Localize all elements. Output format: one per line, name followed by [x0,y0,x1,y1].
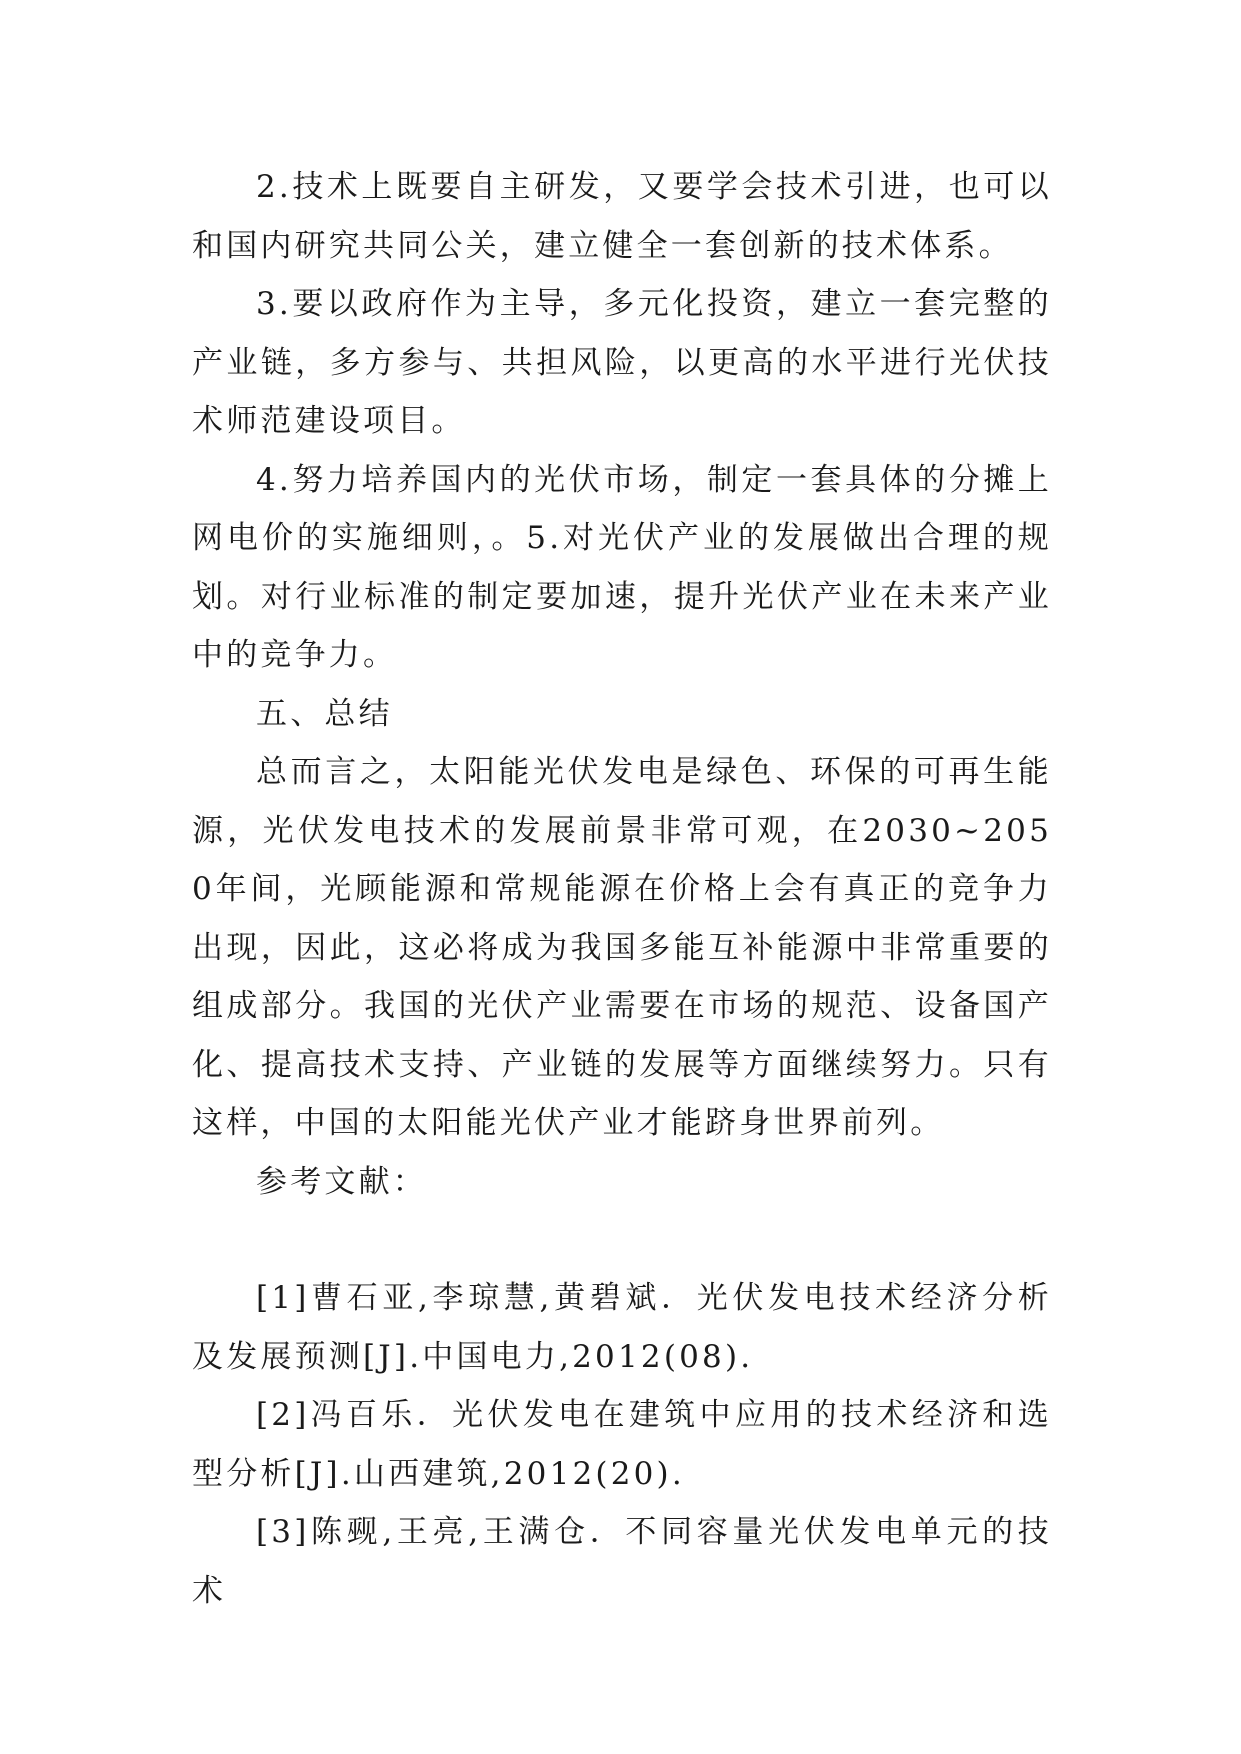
reference-item-2: [2]冯百乐．光伏发电在建筑中应用的技术经济和选型分析[J].山西建筑,2012(20). [192,1397,1052,1492]
paragraph-summary: 总而言之，太阳能光伏发电是绿色、环保的可再生能源，光伏发电技术的发展前景非常可观，在2030~2050年间，光顾能源和常规能源在价格上会有真正的竞争力出现，因此，这必将成为我国多能互补能源中非常重要的组成部分。我国的光伏产业需要在市场的规范、设备国产化、提高技术支持、产业链的发展等方面继续努力。只有这样，中国的太阳能光伏产业才能跻身世界前列。 [192,754,1052,1141]
reference-item-1: [1]曹石亚,李琼慧,黄碧斌．光伏发电技术经济分析及发展预测[J].中国电力,2012(08). [192,1280,1052,1375]
spacer [192,1211,1052,1269]
paragraph-point-3: 3.要以政府作为主导，多元化投资，建立一套完整的产业链，多方参与、共担风险，以更高的水平进行光伏技术师范建设项目。 [192,286,1052,439]
paragraph-point-2: 2.技术上既要自主研发，又要学会技术引进，也可以和国内研究共同公关，建立健全一套创新的技术体系。 [192,169,1052,264]
document-body [192,158,1052,1620]
reference-item-3: [3]陈觋,王亮,王满仓．不同容量光伏发电单元的技术 [192,1514,1052,1609]
paragraph-point-4-5: 4.努力培养国内的光伏市场，制定一套具体的分摊上网电价的实施细则，。5.对光伏产业的发展做出合理的规划。对行业标准的制定要加速，提升光伏产业在未来产业中的竞争力。 [192,461,1052,673]
references-heading: 参考文献： [256,1163,427,1200]
section-heading-summary: 五、总结 [256,695,393,732]
